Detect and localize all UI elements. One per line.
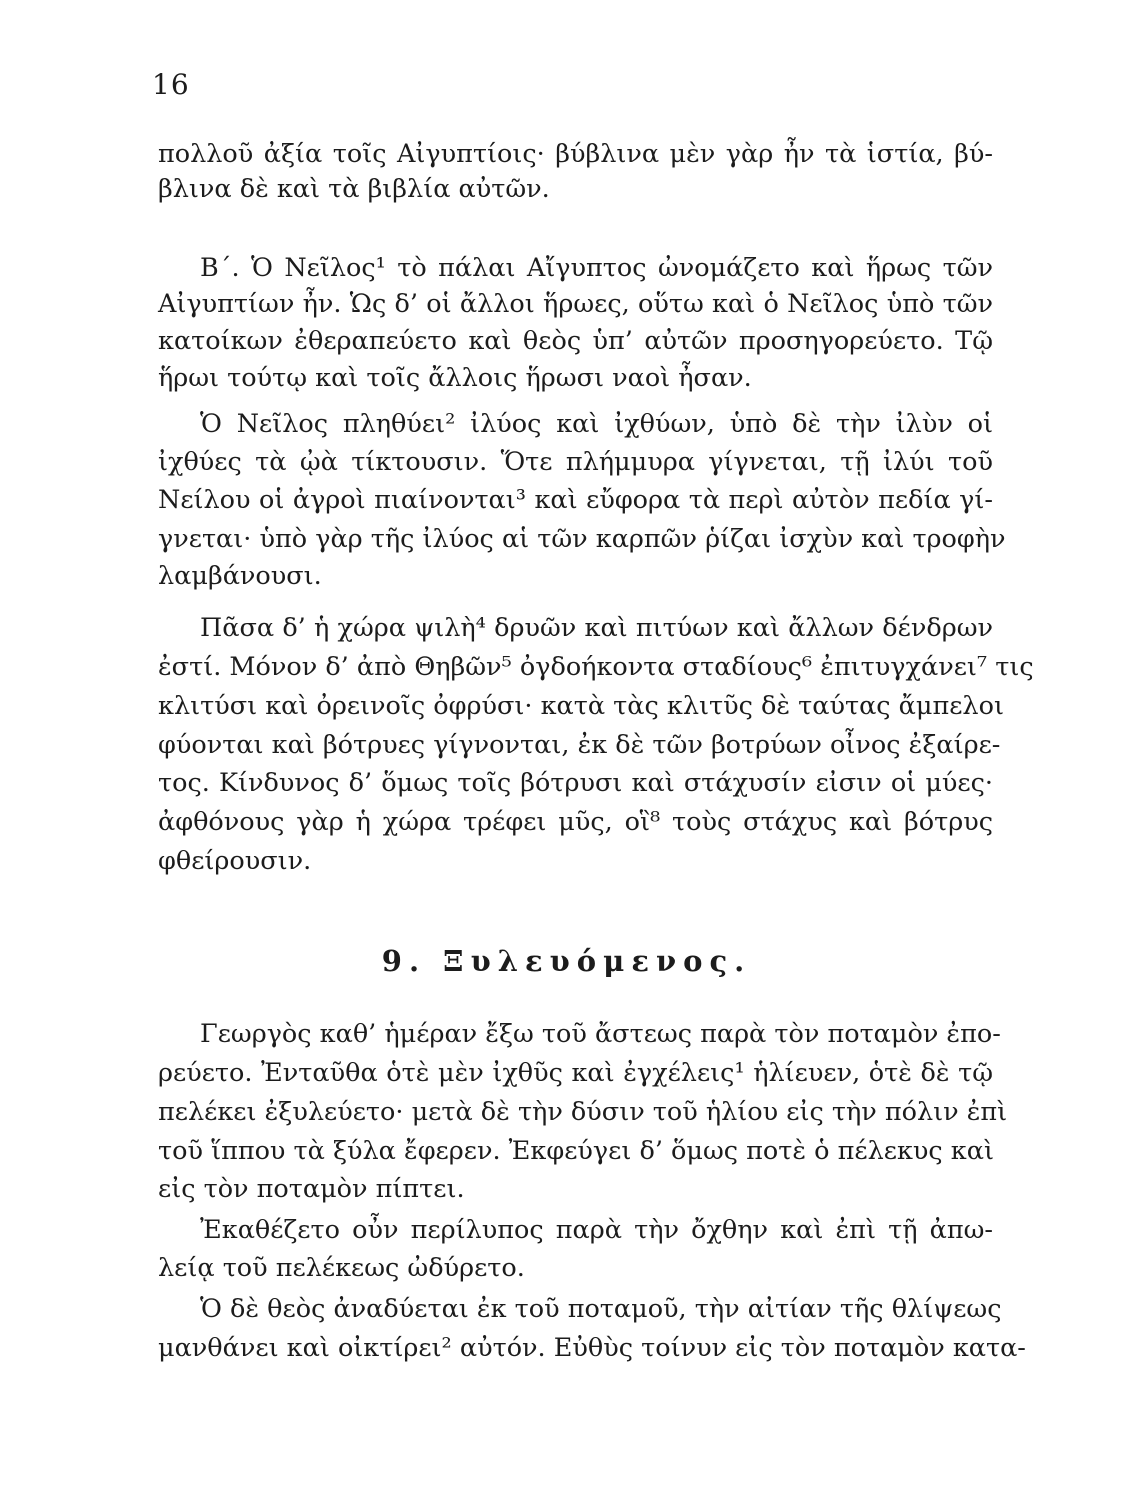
text-line: ρεύετο. Ἐνταῦθα ὁτὲ μὲν ἰχθῦς καὶ ἐγχέλεις¹ ἡλίευεν, ὁτὲ δὲ τῷ: [158, 1058, 993, 1088]
section-heading: 9. Ξυλευόμενος.: [381, 944, 752, 978]
text-line: ἥρωι τούτῳ καὶ τοῖς ἄλλοις ἥρωσι ναοὶ ἦσαν.: [158, 363, 752, 393]
text-line: μανθάνει καὶ οἰκτίρει² αὐτόν. Εὐθὺς τοίνυν εἰς τὸν ποταμὸν κατα-: [158, 1333, 1026, 1363]
text-line: φύονται καὶ βότρυες γίγνονται, ἐκ δὲ τῶν βοτρύων οἶνος ἐξαίρε-: [158, 730, 1001, 760]
text-line: κλιτύσι καὶ ὀρεινοῖς ὀφρύσι· κατὰ τὰς κλιτῦς δὲ ταύτας ἄμπελοι: [158, 691, 1004, 721]
text-line: ἀφθόνους γὰρ ἡ χώρα τρέφει μῦς, οἳ⁸ τοὺς στάχυς καὶ βότρυς: [158, 807, 993, 837]
text-line: εἰς τὸν ποταμὸν πίπτει.: [158, 1174, 465, 1204]
paragraph-start-line: Πᾶσα δ’ ἡ χώρα ψιλὴ⁴ δρυῶν καὶ πιτύων καὶ ἄλλων δένδρων: [200, 613, 993, 643]
text-line: πολλοῦ ἀξία τοῖς Αἰγυπτίοις· βύβλινα μὲν γὰρ ἦν τὰ ἱστία, βύ-: [158, 139, 993, 169]
text-line: λαμβάνουσι.: [158, 561, 322, 591]
text-line: γνεται· ὑπὸ γὰρ τῆς ἰλύος αἱ τῶν καρπῶν ῥίζαι ἰσχὺν καὶ τροφὴν: [158, 524, 1006, 554]
text-line: φθείρουσιν.: [158, 846, 312, 876]
text-line: πελέκει ἐξυλεύετο· μετὰ δὲ τὴν δύσιν τοῦ ἡλίου εἰς τὴν πόλιν ἐπὶ: [158, 1097, 1008, 1127]
text-line: ἐστί. Μόνον δ’ ἀπὸ Θηβῶν⁵ ὀγδοήκοντα σταδίους⁶ ἐπιτυγχάνει⁷ τις: [158, 652, 1034, 682]
paragraph-start-line: Γεωργὸς καθ’ ἡμέραν ἔξω τοῦ ἄστεως παρὰ τὸν ποταμὸν ἐπο-: [200, 1019, 1001, 1049]
text-line: ἰχθύες τὰ ᾠὰ τίκτουσιν. Ὅτε πλήμμυρα γίγνεται, τῇ ἰλύι τοῦ: [158, 447, 993, 477]
text-line: τος. Κίνδυνος δ’ ὅμως τοῖς βότρυσι καὶ στάχυσίν εἰσιν οἱ μύες·: [158, 768, 993, 798]
page-number: 16: [152, 68, 190, 101]
text-line: λείᾳ τοῦ πελέκεως ὠδύρετο.: [158, 1253, 525, 1283]
paragraph-start-line: Ὁ Νεῖλος πληθύει² ἰλύος καὶ ἰχθύων, ὑπὸ δὲ τὴν ἰλὺν οἱ: [200, 409, 993, 439]
text-line: βλινα δὲ καὶ τὰ βιβλία αὐτῶν.: [158, 174, 550, 204]
text-line: τοῦ ἵππου τὰ ξύλα ἔφερεν. Ἐκφεύγει δ’ ὅμως ποτὲ ὁ πέλεκυς καὶ: [158, 1136, 994, 1166]
paragraph-start-line: Ὁ δὲ θεὸς ἀναδύεται ἐκ τοῦ ποταμοῦ, τὴν αἰτίαν τῆς θλίψεως: [200, 1294, 1002, 1324]
paragraph-start-line: Β΄. Ὁ Νεῖλος¹ τὸ πάλαι Αἴγυπτος ὠνομάζετο καὶ ἥρως τῶν: [200, 253, 993, 283]
paragraph-start-line: Ἐκαθέζετο οὖν περίλυπος παρὰ τὴν ὄχθην καὶ ἐπὶ τῇ ἀπω-: [200, 1215, 993, 1245]
text-line: κατοίκων ἐθεραπεύετο καὶ θεὸς ὑπ’ αὐτῶν προσηγορεύετο. Τῷ: [158, 326, 993, 356]
text-line: Νείλου οἱ ἀγροὶ πιαίνονται³ καὶ εὔφορα τὰ περὶ αὐτὸν πεδία γί-: [158, 485, 993, 515]
text-line: Αἰγυπτίων ἦν. Ὡς δ’ οἱ ἄλλοι ἥρωες, οὕτω καὶ ὁ Νεῖλος ὑπὸ τῶν: [158, 289, 993, 319]
